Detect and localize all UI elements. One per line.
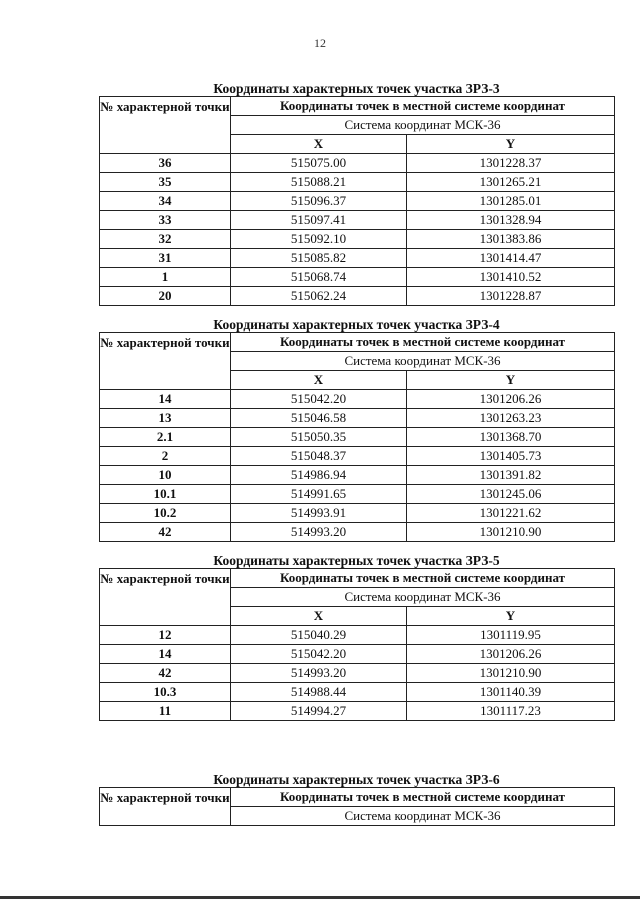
y-value: 1301206.26 <box>407 390 615 409</box>
section-zrz5 <box>99 553 614 721</box>
header-y: Y <box>407 371 615 390</box>
header-point-number: № характерной точки <box>100 333 231 390</box>
point-id: 36 <box>100 154 231 173</box>
y-value: 1301221.62 <box>407 504 615 523</box>
x-value: 514993.91 <box>231 504 407 523</box>
y-value: 1301117.23 <box>407 702 615 721</box>
y-value: 1301414.47 <box>407 249 615 268</box>
coordinates-table <box>99 568 615 721</box>
point-id: 34 <box>100 192 231 211</box>
table-row <box>100 485 615 504</box>
point-id: 12 <box>100 626 231 645</box>
table-row <box>100 409 615 428</box>
point-id: 10 <box>100 466 231 485</box>
y-value: 1301410.52 <box>407 268 615 287</box>
point-id: 35 <box>100 173 231 192</box>
header-coordinate-system: Система координат МСК-36 <box>231 588 615 607</box>
point-id: 11 <box>100 702 231 721</box>
header-coordinates: Координаты точек в местной системе координат <box>231 97 615 116</box>
point-id: 42 <box>100 523 231 542</box>
table-row <box>100 664 615 683</box>
point-id: 33 <box>100 211 231 230</box>
point-id: 1 <box>100 268 231 287</box>
x-value: 514991.65 <box>231 485 407 504</box>
table-row <box>100 287 615 306</box>
table-row <box>100 268 615 287</box>
y-value: 1301206.26 <box>407 645 615 664</box>
point-id: 42 <box>100 664 231 683</box>
header-x: X <box>231 135 407 154</box>
table-title: Координаты характерных точек участка ЗРЗ-6 <box>213 772 500 787</box>
table-row <box>100 211 615 230</box>
y-value: 1301383.86 <box>407 230 615 249</box>
y-value: 1301265.21 <box>407 173 615 192</box>
coordinates-table <box>99 332 615 542</box>
point-id: 10.1 <box>100 485 231 504</box>
point-id: 14 <box>100 645 231 664</box>
x-value: 515085.82 <box>231 249 407 268</box>
table-row <box>100 390 615 409</box>
x-value: 515092.10 <box>231 230 407 249</box>
table-title: Координаты характерных точек участка ЗРЗ-5 <box>213 553 500 568</box>
table-row <box>100 702 615 721</box>
x-value: 514993.20 <box>231 664 407 683</box>
x-value: 514993.20 <box>231 523 407 542</box>
header-coordinate-system: Система координат МСК-36 <box>231 116 615 135</box>
y-value: 1301368.70 <box>407 428 615 447</box>
point-id: 10.3 <box>100 683 231 702</box>
y-value: 1301245.06 <box>407 485 615 504</box>
y-value: 1301328.94 <box>407 211 615 230</box>
x-value: 515075.00 <box>231 154 407 173</box>
coordinates-table <box>99 96 615 306</box>
x-value: 515068.74 <box>231 268 407 287</box>
point-id: 2.1 <box>100 428 231 447</box>
y-value: 1301263.23 <box>407 409 615 428</box>
table-row <box>100 504 615 523</box>
page-number: 12 <box>314 36 326 50</box>
point-id: 10.2 <box>100 504 231 523</box>
y-value: 1301391.82 <box>407 466 615 485</box>
section-zrz3 <box>99 81 614 306</box>
header-y: Y <box>407 607 615 626</box>
table-row <box>100 523 615 542</box>
table-row <box>100 466 615 485</box>
table-row <box>100 626 615 645</box>
x-value: 515048.37 <box>231 447 407 466</box>
x-value: 515096.37 <box>231 192 407 211</box>
x-value: 515042.20 <box>231 390 407 409</box>
header-point-number: № характерной точки <box>100 97 231 154</box>
header-point-number: № характерной точки <box>100 788 231 826</box>
table-row <box>100 447 615 466</box>
table-title: Координаты характерных точек участка ЗРЗ-3 <box>213 81 500 96</box>
point-id: 14 <box>100 390 231 409</box>
header-coordinate-system: Система координат МСК-36 <box>231 807 615 826</box>
y-value: 1301210.90 <box>407 523 615 542</box>
page-bottom-edge <box>0 896 640 899</box>
x-value: 515062.24 <box>231 287 407 306</box>
point-id: 32 <box>100 230 231 249</box>
x-value: 514994.27 <box>231 702 407 721</box>
header-point-number: № характерной точки <box>100 569 231 626</box>
header-coordinates: Координаты точек в местной системе координат <box>231 333 615 352</box>
table-row <box>100 683 615 702</box>
section-zrz6 <box>99 772 614 826</box>
table-row <box>100 154 615 173</box>
x-value: 514988.44 <box>231 683 407 702</box>
y-value: 1301140.39 <box>407 683 615 702</box>
y-value: 1301210.90 <box>407 664 615 683</box>
header-coordinate-system: Система координат МСК-36 <box>231 352 615 371</box>
point-id: 2 <box>100 447 231 466</box>
y-value: 1301405.73 <box>407 447 615 466</box>
x-value: 515088.21 <box>231 173 407 192</box>
table-row <box>100 249 615 268</box>
x-value: 515042.20 <box>231 645 407 664</box>
y-value: 1301285.01 <box>407 192 615 211</box>
point-id: 31 <box>100 249 231 268</box>
table-row <box>100 173 615 192</box>
table-row <box>100 428 615 447</box>
point-id: 13 <box>100 409 231 428</box>
table-row <box>100 192 615 211</box>
point-id: 20 <box>100 287 231 306</box>
y-value: 1301228.87 <box>407 287 615 306</box>
header-coordinates: Координаты точек в местной системе координат <box>231 788 615 807</box>
section-zrz4 <box>99 317 614 542</box>
header-x: X <box>231 371 407 390</box>
x-value: 515050.35 <box>231 428 407 447</box>
header-x: X <box>231 607 407 626</box>
y-value: 1301119.95 <box>407 626 615 645</box>
x-value: 514986.94 <box>231 466 407 485</box>
x-value: 515046.58 <box>231 409 407 428</box>
table-title: Координаты характерных точек участка ЗРЗ-4 <box>213 317 500 332</box>
y-value: 1301228.37 <box>407 154 615 173</box>
header-coordinates: Координаты точек в местной системе координат <box>231 569 615 588</box>
x-value: 515097.41 <box>231 211 407 230</box>
x-value: 515040.29 <box>231 626 407 645</box>
coordinates-table <box>99 787 615 826</box>
header-y: Y <box>407 135 615 154</box>
table-row <box>100 230 615 249</box>
table-row <box>100 645 615 664</box>
